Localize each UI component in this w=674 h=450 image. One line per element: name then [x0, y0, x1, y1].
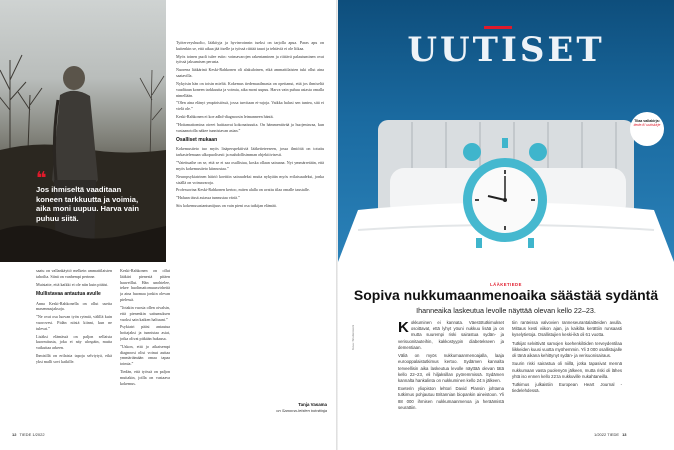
paragraph: ”Olen aina elänyt ympäristössä, jossa tarvitaan ei-rajoja. Vaikka halusi sen tuntea, sitä ei vielä ole.” [176, 100, 324, 112]
subheading: Mullistavaa antautua avulle [36, 291, 101, 298]
paragraph: Lisäksi elämässä on paljon sellaista kuormitusta, joka ei näy ulospäin, mutta vaikuttaa arkeen. [36, 333, 112, 351]
paragraph: saatu on vallankäyttö melkein ammattilaisten tahoilta. Siinä on vanhempi perinne. [36, 268, 112, 279]
paragraph: Tutkimus julkaistiin European Heart Journal -tiedelehdessä. [512, 381, 622, 394]
article-headline: Sopiva nukkumaanmenoaika säästää sydäntä [353, 287, 659, 303]
paragraph: Tiedän, että työssä on paljon muitakin, joilla on vastaava kokemus. [120, 369, 170, 386]
paragraph: ”Haluan tässä asiassa tunnustaa väriä.” [176, 195, 240, 201]
paragraph: ”Uskon, että jo aikaisempi diagnoosi olisi voinut auttaa ymmärtämään omaa tapaa toimia.” [120, 343, 170, 367]
paragraph: Myös toinen puoli tulee esiin: voimavarojen rakentaminen ja riittävä palautuminen ovat työssä jaksamisen perusta. [176, 53, 324, 65]
paragraph: Siis kokemusasiantuntijuus on vain pieni osa tutkijan elämää. [176, 202, 277, 208]
paragraph: Nuorena lääkärinä Keski-Rahkonen oli alakuloinen, eikä ammattilaisten tuki ollut aina saatavilla. [176, 67, 324, 79]
newsletter-sticker[interactable] [630, 112, 664, 146]
paragraph: ”Jotakin vuosia ollen oivalsin, että pienenkin sattumuksen vuoksi sain kaiken haltuuni.” [120, 304, 170, 322]
sticker-line-2: tiede.fi/ uutiskirje [633, 122, 661, 127]
paragraph: Anna Keski-Rahkonella on ollut useita masennusjaksoja. [36, 300, 112, 312]
page-folio-left [12, 432, 45, 437]
article-column-middle [120, 268, 170, 428]
paragraph: Suurin riski sairastua oli niillä, jotka tapasivat mennä nukkumaan vasta puolenyön jälkeen, mutta riski oli lähes yhtä iso ennen kello 22:ta nukkuville nukahtaneilla. [512, 361, 622, 379]
news-column-right [512, 320, 622, 432]
photo-credit: Kuva: Shutterstock [351, 324, 355, 350]
folio-text: 1/2022 TIEDE [594, 432, 620, 437]
paragraph: Nykyisin hän on toisin mieltä. Kokemus tiedemaailmasta on opettanut, että jos ihmiseltä vaaditaan koneen tarkkuutta ja voimia, aika moni uupuu. Harva vain puhuu asiasta omalla nimellään. [176, 80, 324, 98]
article-column-right [176, 40, 324, 403]
sticker-line-1: Tilaa vallakirja: [634, 119, 660, 123]
byline [223, 402, 327, 413]
paragraph: Kokemustieto tuo myös lisäperspektiiviä lääketieteeseen, jossa ilmiöitä on totuttu tarkastelemaan ulkopuolisesti ja mahdollisimman objektiivisesti. [176, 146, 324, 158]
section-accent-bar [484, 26, 512, 29]
pull-quote: Jos ihmiseltä vaaditaan koneen tarkkuutta ja voimia, aika moni uupuu. Harva vain puhuu siitä. [36, 185, 139, 224]
article-column-left [36, 268, 112, 428]
subheading: Osalliset mukaan [176, 137, 218, 144]
page-number: 12 [12, 432, 17, 437]
article-deck: Ihanneaika laskeutua levolle näyttää olevan kello 22–23. [416, 306, 596, 315]
paragraph: ”Hoitamattomina oireet haittaavat kokonaisuutta. On hämmentävää ja huojentavaa, kun vastaanotolla näkee tunnistavan asian.” [176, 121, 324, 133]
section-title: UUTISET [407, 30, 605, 70]
paragraph: Exeterin yliopiston lehtori David Plansin johtama tutkimus pohjautuu Britannian biopankin aineistoon. Yli 88 000 ihmisen nukkumaanmenoa ja heräämistä seurattiin. [398, 386, 504, 410]
paragraph: Muistatte, että kaikki ei ole niin kuin pitäisi. [36, 281, 109, 287]
article-kicker: LÄÄKETIEDE [490, 282, 522, 287]
paragraph: Psykiatri pääsi antautua hoitajaksi ja tunnistaa asiat, jotka olivat pitkään hukassa. [120, 324, 170, 341]
paragraph-text: okkuminen ei kannata. Väestötutkimukset osoittavat, että lyhyt yöuni nukkuu lisää ja on mutta suurempi riski sairastua sydän- ja verisuonitauteihin, kakkostyypin diabetekseen ja dementiaan. [398, 320, 504, 350]
paragraph: Keski-Rahkonen on ollut lääkäri pienestä pitäen haaveillut. Hän unohtelee, tekee huolimattomuusvirheitä ja aina huomaa jonkin olevan pielessä. [120, 268, 170, 303]
paragraph: Työterveyshuolto, lääkityja ja hyvinvoinnin tueksi on tarjolla apua. Paras apu on kuitenkin se, että aikaa jää itselle ja työssä riittää tauot ja tehtäviä ei ole liikaa. [176, 40, 324, 51]
paragraph: Neuropsykiatrinen häiriö koettiin sairaudeksi mutta nykyään myös erilaisuudeksi, jonka sisällä on voimavaroja. [176, 173, 324, 185]
paragraph: tiin ranteissa valvovien ranneseurantalaitteiden avulla. Mittaus kesti viikon ajan, ja kaikilta kerättiin runsaasti kyselytietoja. Osallistujien keski-ikä oli 61 vuotta. [512, 320, 622, 338]
paragraph: Professorina Keski-Rahkonen kertoo, miten alalla on avattu tilaa omalle taustalle. [176, 187, 310, 193]
paragraph: Tutkijat selvittivät samojen koehenkilöiden terveydentilaa liikkeiden kuusi vuotta myöhemmin. Yli 3 000 osallistujalle oli tänä aikana kehittynyt sydän- ja verisuonisairaus. [512, 340, 622, 359]
page-folio-right [594, 432, 627, 437]
author-name: Tanja Vasama [298, 402, 327, 407]
author-note: on Sanoma-lehtien toimittaja [276, 408, 327, 413]
paragraph: ”Ne ovat osa luovan työn rytmiä, välillä kuin vuorovesi. Pidän niistä kiinni, kun ne tulevat.” [36, 314, 112, 331]
paragraph: Keski-Rahkonen ei koe adhd-diagnoosin leimanneen häntä. [176, 113, 274, 119]
paragraph [398, 320, 504, 351]
drop-cap: K [398, 320, 409, 336]
paragraph: Väliä on myös nukkumaanmenoajalla, laaja eurooppalaistutkimus kertoo. Sydämen kannalta terveellisin aika laskeutua levolle näyttää olevan tätä kello 22–23, eli hiljaksillan pyöremmissä. Sydämen kannalta hankalinta on nukkuminen kello 24:n jälkeen. [398, 353, 504, 383]
paragraph: ”Vaiettuaihe on se, että se ei saa osallistua, koska ollaan sairaana. Nyt ymmärretään, että myös kokemustieto kiinnostaa.” [176, 160, 324, 171]
quote-mark-icon: ❝ [36, 168, 47, 189]
folio-text: TIEDE 1/2022 [19, 432, 45, 437]
news-column-left [398, 320, 504, 432]
paragraph: Ihmisillä on erilaisia tapoja selviytyä, eikä yksi malli sovi kaikille. [36, 353, 112, 364]
page-number: 13 [622, 432, 627, 437]
